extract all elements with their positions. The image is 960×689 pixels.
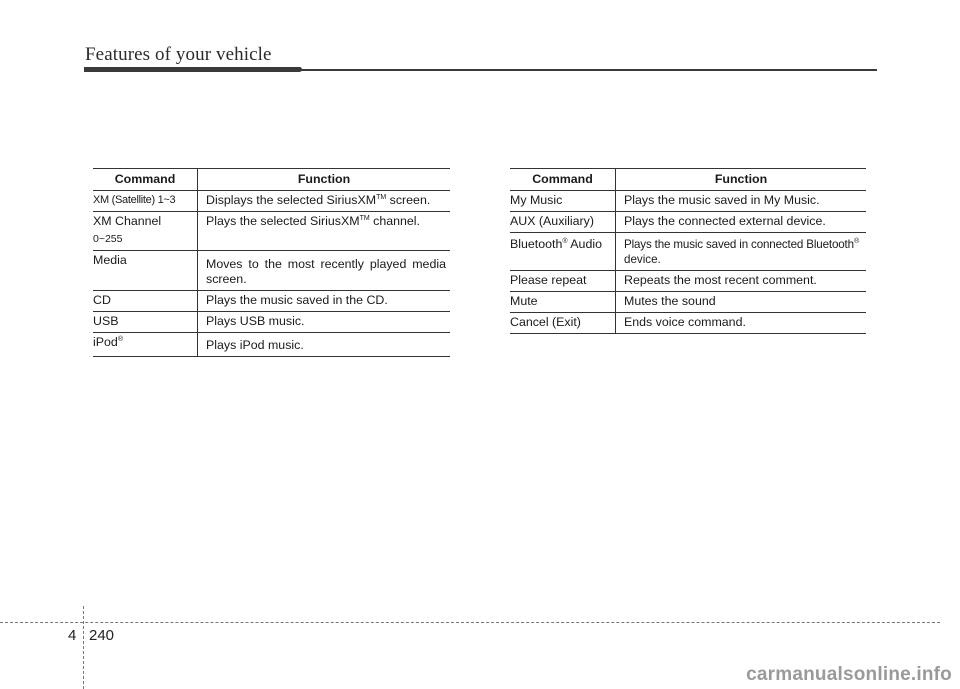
function-column-header: Function — [198, 169, 451, 191]
command-column-header: Command — [93, 169, 198, 191]
command-cell — [93, 333, 198, 357]
function-cell: Ends voice command. — [616, 313, 867, 334]
command-cell: Mute — [510, 292, 616, 313]
media-command-table — [93, 168, 450, 357]
table-header-row — [510, 169, 866, 191]
command-cell — [510, 233, 616, 271]
command-column-header: Command — [510, 169, 616, 191]
function-cell: Plays the music saved in the CD. — [198, 291, 451, 312]
function-cell — [616, 233, 867, 271]
function-cell: Plays the music saved in My Music. — [616, 191, 867, 212]
general-command-table — [510, 168, 866, 334]
table-row — [93, 333, 450, 357]
function-text-end: channel. — [369, 214, 420, 228]
function-line — [624, 237, 862, 252]
function-cell: Repeats the most recent comment. — [616, 271, 867, 292]
command-cell: XM (Satellite) 1~3 — [93, 191, 198, 212]
watermark-text: carmanualsonline.info — [746, 664, 952, 685]
function-cell: Plays USB music. — [198, 312, 451, 333]
table-header-row — [93, 169, 450, 191]
registered-mark: ® — [562, 238, 568, 245]
function-column-header: Function — [616, 169, 867, 191]
registered-mark: ® — [117, 336, 123, 343]
table-row — [510, 233, 866, 271]
command-cell: Please repeat — [510, 271, 616, 292]
table-row — [93, 291, 450, 312]
function-cell — [198, 191, 451, 212]
function-text-end: screen. — [386, 193, 431, 207]
function-cell: Mutes the sound — [616, 292, 867, 313]
table-row — [510, 191, 866, 212]
table-row — [510, 212, 866, 233]
table-row — [510, 271, 866, 292]
command-text: Bluetooth — [510, 237, 563, 251]
chapter-number: 4 — [68, 627, 77, 644]
function-cell: Moves to the most recently played media screen. — [198, 251, 451, 291]
trademark-mark: TM — [376, 194, 387, 201]
command-cell: AUX (Auxiliary) — [510, 212, 616, 233]
table-row — [93, 312, 450, 333]
function-text: Displays the selected SiriusXM — [206, 193, 377, 207]
function-text: Plays the music saved in connected Bluetooth — [624, 238, 854, 251]
table-row — [93, 251, 450, 291]
command-cell: Cancel (Exit) — [510, 313, 616, 334]
title-bar-thin — [300, 69, 877, 71]
table-row — [93, 212, 450, 251]
registered-mark: ® — [853, 238, 859, 245]
footer-divider — [0, 622, 940, 623]
function-cell: Plays the connected external device. — [616, 212, 867, 233]
command-text: XM Channel — [93, 214, 162, 228]
command-cell: CD — [93, 291, 198, 312]
title-bar-thick — [84, 67, 302, 72]
command-text: iPod — [93, 335, 118, 349]
command-text-end: Audio — [567, 237, 602, 251]
table-row — [510, 313, 866, 334]
command-range: 0~255 — [93, 233, 123, 245]
table-row — [510, 292, 866, 313]
section-title: Features of your vehicle — [85, 44, 272, 65]
command-cell: My Music — [510, 191, 616, 212]
function-cell — [198, 212, 451, 251]
command-cell — [93, 212, 198, 251]
function-text: Plays the selected SiriusXM — [206, 214, 360, 228]
footer-vertical-divider — [83, 606, 84, 689]
table-row — [93, 191, 450, 212]
trademark-mark: TM — [359, 215, 370, 222]
function-cell: Plays iPod music. — [198, 333, 451, 357]
command-cell: USB — [93, 312, 198, 333]
function-line-end: device. — [624, 253, 661, 266]
command-cell: Media — [93, 251, 198, 291]
page-number: 240 — [89, 627, 115, 644]
